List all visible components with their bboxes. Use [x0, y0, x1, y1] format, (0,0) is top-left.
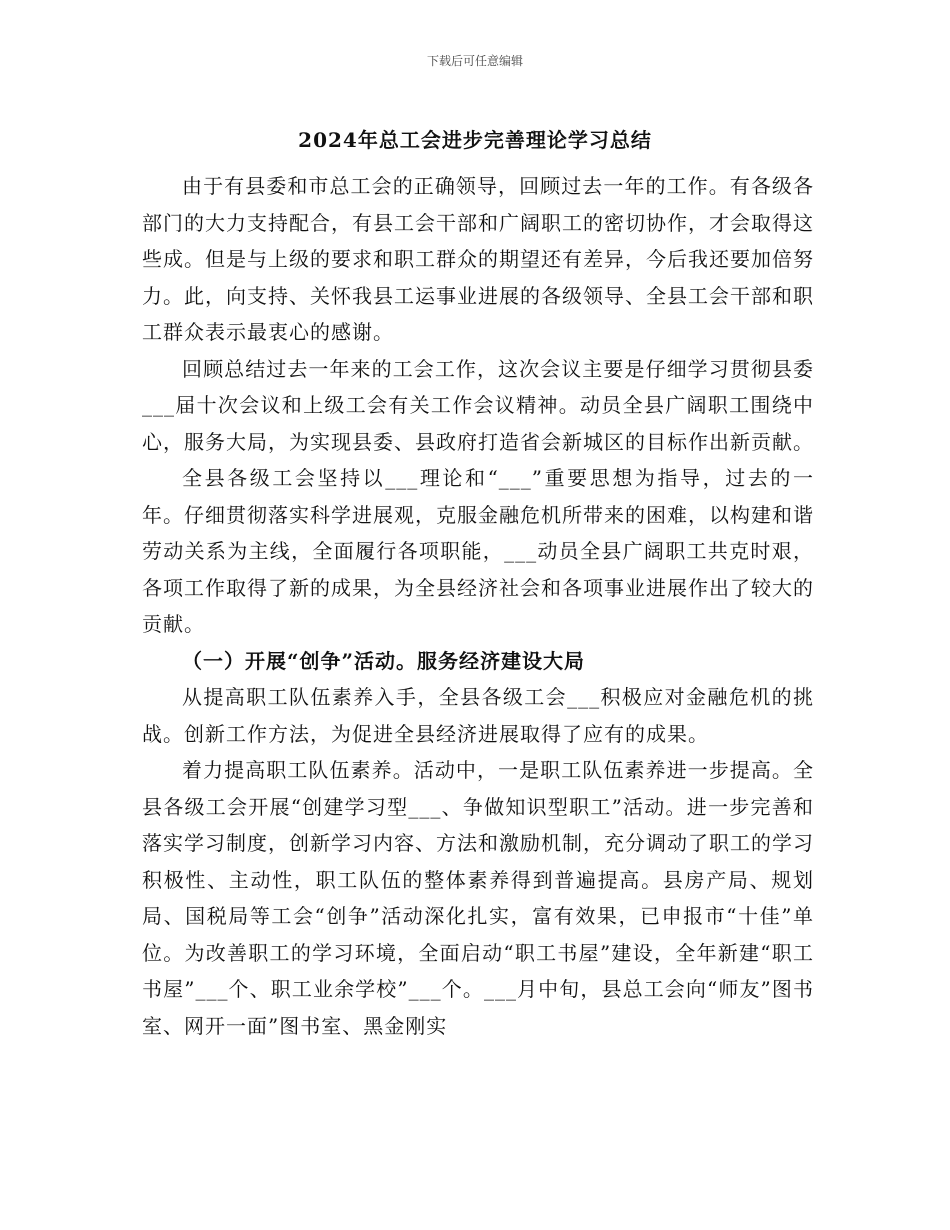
paragraph-guidance: 全县各级工会坚持以___理论和“___”重要思想为指导，过去的一年。仔细贯彻落实科学进展观，克服金融危机所带来的困难，以构建和谐劳动关系为主线，全面履行各项职能，___动员全县广阔职工共克时艰，各项工作取得了新的成果，为全县经济社会和各项事业进展作出了较大的贡献。: [142, 466, 814, 636]
paragraph-section-detail: 着力提高职工队伍素养。活动中，一是职工队伍素养进一步提高。全县各级工会开展“创建学习型___、争做知识型职工”活动。进一步完善和落实学习制度，创新学习内容、方法和激励机制，充分调动了职工的学习积极性、主动性，职工队伍的整体素养得到普遍提高。县房产局、规划局、国税局等工会“创争”活动深化扎实，富有效果，已申报市“十佳”单位。为改善职工的学习环境，全面启动“职工书屋”建设，全年新建“职工书屋”___个、职工业余学校”___个。___月中旬，县总工会向“师友”图书室、网开一面”图书室、黑金刚实: [142, 758, 814, 1038]
paragraph-intro: 由于有县委和市总工会的正确领导，回顾过去一年的工作。有各级各部门的大力支持配合，有县工会干部和广阔职工的密切协作，才会取得这些成。但是与上级的要求和职工群众的期望还有差异，今后我还要加倍努力。此，向支持、关怀我县工运事业进展的各级领导、全县工会干部和职工群众表示最衷心的感谢。: [142, 174, 814, 344]
paragraph-section-intro: 从提高职工队伍素养入手，全县各级工会___积极应对金融危机的挑战。创新工作方法，为促进全县经济进展取得了应有的成果。: [142, 685, 814, 746]
document-body: [142, 168, 814, 1044]
document-title: 2024年总工会进步完善理论学习总结: [298, 128, 652, 152]
paragraph-review: 回顾总结过去一年来的工会工作，这次会议主要是仔细学习贯彻县委___届十次会议和上级工会有关工作会议精神。动员全县广阔职工围绕中心，服务大局，为实现县委、县政府打造省会新城区的目标作出新贡献。: [142, 356, 814, 454]
section-heading: （一）开展“创争”活动。服务经济建设大局: [182, 648, 586, 673]
page-header-note: 下载后可任意编辑: [426, 54, 523, 68]
